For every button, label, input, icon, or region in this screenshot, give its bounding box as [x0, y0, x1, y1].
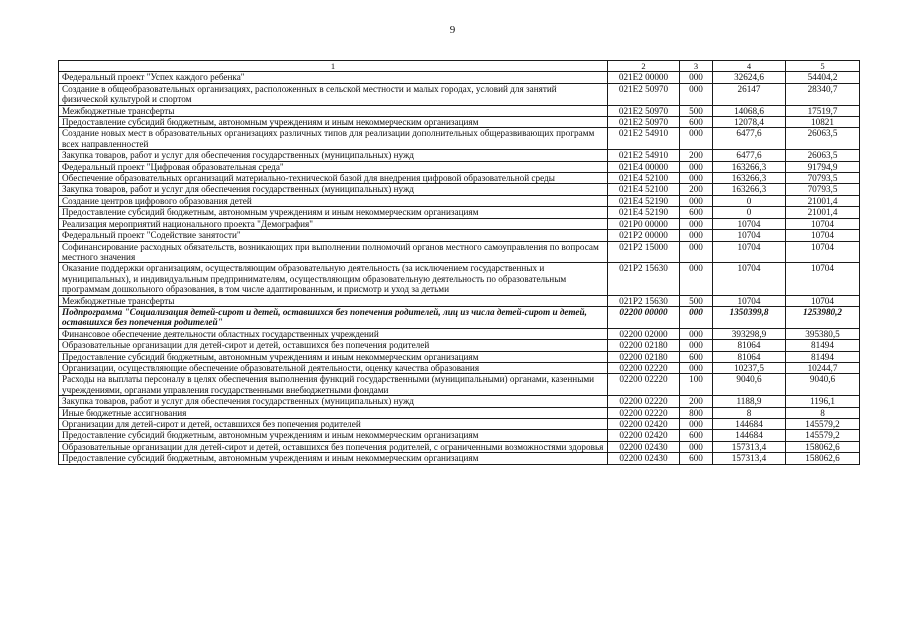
row-name-cell: Финансовое обеспечение деятельности областных государственных учреждений — [59, 328, 608, 339]
row-name-cell: Организации, осуществляющие обеспечение образовательной деятельности, оценку качества образования — [59, 362, 608, 373]
row-value-2021-cell: 17519,7 — [786, 105, 860, 116]
row-code-cell: 021E2 00000 — [608, 72, 680, 83]
row-code-cell: 021P0 00000 — [608, 218, 680, 229]
row-code-cell: 021E2 54910 — [608, 150, 680, 161]
row-value-2020-cell: 81064 — [713, 351, 786, 362]
row-kvr-cell: 000 — [680, 362, 713, 373]
row-name-cell: Федеральный проект "Успех каждого ребенка" — [59, 72, 608, 83]
header-col-2: 2 — [608, 61, 680, 72]
row-name-cell: Создание в общеобразовательных организациях, расположенных в сельской местности и малых городах, условий для занятий физической культурой и спортом — [59, 83, 608, 105]
row-value-2020-cell: 144684 — [713, 419, 786, 430]
page-number: 9 — [449, 24, 456, 36]
row-kvr-cell: 600 — [680, 430, 713, 441]
table-row — [59, 396, 860, 407]
row-name-cell: Организации для детей-сирот и детей, оставшихся без попечения родителей — [59, 419, 608, 430]
row-value-2021-cell: 10821 — [786, 117, 860, 128]
row-value-2020-cell: 26147 — [713, 83, 786, 105]
row-kvr-cell: 000 — [680, 441, 713, 452]
row-kvr-cell: 000 — [680, 328, 713, 339]
row-name-cell: Закупка товаров, работ и услуг для обеспечения государственных (муниципальных) нужд — [59, 150, 608, 161]
row-code-cell: 02200 02180 — [608, 351, 680, 362]
row-kvr-cell: 600 — [680, 207, 713, 218]
row-value-2021-cell: 70793,5 — [786, 173, 860, 184]
row-value-2021-cell: 8 — [786, 407, 860, 418]
row-name-cell: Создание центров цифрового образования детей — [59, 195, 608, 206]
header-col-4: 4 — [713, 61, 786, 72]
row-code-cell: 021P2 15630 — [608, 263, 680, 295]
table-row — [59, 453, 860, 464]
row-value-2021-cell: 10704 — [786, 230, 860, 241]
row-value-2021-cell: 1253980,2 — [786, 306, 860, 328]
row-kvr-cell: 000 — [680, 306, 713, 328]
row-name-cell: Предоставление субсидий бюджетным, автономным учреждениям и иным некоммерческим организациям — [59, 117, 608, 128]
row-value-2020-cell: 10704 — [713, 241, 786, 263]
row-name-cell: Закупка товаров, работ и услуг для обеспечения государственных (муниципальных) нужд — [59, 184, 608, 195]
row-value-2020-cell: 10704 — [713, 295, 786, 306]
row-value-2020-cell: 0 — [713, 195, 786, 206]
row-value-2021-cell: 395380,5 — [786, 328, 860, 339]
row-kvr-cell: 000 — [680, 340, 713, 351]
row-value-2021-cell: 21001,4 — [786, 195, 860, 206]
row-code-cell: 021E4 52100 — [608, 184, 680, 195]
row-value-2020-cell: 163266,3 — [713, 161, 786, 172]
row-value-2021-cell: 145579,2 — [786, 430, 860, 441]
row-value-2020-cell: 393298,9 — [713, 328, 786, 339]
row-value-2021-cell: 9040,6 — [786, 374, 860, 396]
row-value-2021-cell: 10704 — [786, 241, 860, 263]
header-col-5: 5 — [786, 61, 860, 72]
row-value-2020-cell: 163266,3 — [713, 184, 786, 195]
row-code-cell: 021P2 15630 — [608, 295, 680, 306]
row-name-cell: Расходы на выплаты персоналу в целях обеспечения выполнения функций государственными (муниципальными) органами, казенными учреждениями, органами управления государственными внебюджетными фондами — [59, 374, 608, 396]
row-value-2020-cell: 0 — [713, 207, 786, 218]
row-kvr-cell: 000 — [680, 195, 713, 206]
row-code-cell: 021E2 50970 — [608, 117, 680, 128]
table-row — [59, 161, 860, 172]
row-name-cell: Иные бюджетные ассигнования — [59, 407, 608, 418]
row-name-cell: Создание новых мест в образовательных организациях различных типов для реализации дополнительных общеразвивающих программ всех направленностей — [59, 128, 608, 150]
table-row — [59, 295, 860, 306]
table-row — [59, 150, 860, 161]
table-row — [59, 241, 860, 263]
row-value-2020-cell: 10704 — [713, 230, 786, 241]
row-kvr-cell: 000 — [680, 161, 713, 172]
table-row — [59, 441, 860, 452]
row-name-cell: Федеральный проект "Цифровая образовательная среда" — [59, 161, 608, 172]
budget-table — [58, 60, 860, 465]
row-code-cell: 02200 02180 — [608, 340, 680, 351]
row-value-2020-cell: 6477,6 — [713, 128, 786, 150]
row-kvr-cell: 600 — [680, 351, 713, 362]
row-value-2020-cell: 10237,5 — [713, 362, 786, 373]
row-name-cell: Предоставление субсидий бюджетным, автономным учреждениям и иным некоммерческим организациям — [59, 351, 608, 362]
row-code-cell: 02200 02430 — [608, 441, 680, 452]
row-code-cell: 02200 02430 — [608, 453, 680, 464]
row-name-cell: Оказание поддержки организациям, осуществляющим образовательную деятельность (за исключением государственных и муниципальных), и индивидуальным предпринимателям, осуществляющим образовательную деятельность по образовательным программам дошкольного образования, в том числе адаптированным, и присмотр и уход за детьми — [59, 263, 608, 295]
row-name-cell: Подпрограмма "Социализация детей-сирот и детей, оставшихся без попечения родителей, лиц из числа детей-сирот и детей, оставшихся без попечения родителей" — [59, 306, 608, 328]
row-kvr-cell: 200 — [680, 150, 713, 161]
table-row — [59, 207, 860, 218]
row-kvr-cell: 600 — [680, 453, 713, 464]
row-code-cell: 021E2 54910 — [608, 128, 680, 150]
row-value-2020-cell: 10704 — [713, 263, 786, 295]
row-kvr-cell: 000 — [680, 419, 713, 430]
row-name-cell: Закупка товаров, работ и услуг для обеспечения государственных (муниципальных) нужд — [59, 396, 608, 407]
table-row — [59, 351, 860, 362]
table-row — [59, 83, 860, 105]
row-kvr-cell: 800 — [680, 407, 713, 418]
row-kvr-cell: 000 — [680, 241, 713, 263]
header-col-3: 3 — [680, 61, 713, 72]
table-row — [59, 105, 860, 116]
row-name-cell: Реализация мероприятий национального проекта "Демография" — [59, 218, 608, 229]
row-code-cell: 02200 02000 — [608, 328, 680, 339]
row-value-2021-cell: 10704 — [786, 218, 860, 229]
row-kvr-cell: 000 — [680, 218, 713, 229]
row-code-cell: 02200 02220 — [608, 362, 680, 373]
row-kvr-cell: 000 — [680, 173, 713, 184]
row-code-cell: 021E4 52190 — [608, 195, 680, 206]
row-kvr-cell: 100 — [680, 374, 713, 396]
row-code-cell: 02200 02220 — [608, 407, 680, 418]
row-kvr-cell: 500 — [680, 295, 713, 306]
table-row — [59, 218, 860, 229]
row-value-2020-cell: 157313,4 — [713, 441, 786, 452]
row-name-cell: Предоставление субсидий бюджетным, автономным учреждениям и иным некоммерческим организациям — [59, 453, 608, 464]
row-name-cell: Образовательные организации для детей-сирот и детей, оставшихся без попечения родителей, с ограниченными возможностями здоровья — [59, 441, 608, 452]
row-value-2020-cell: 6477,6 — [713, 150, 786, 161]
row-value-2020-cell: 10704 — [713, 218, 786, 229]
row-value-2020-cell: 32624,6 — [713, 72, 786, 83]
row-value-2021-cell: 26063,5 — [786, 128, 860, 150]
row-value-2021-cell: 70793,5 — [786, 184, 860, 195]
row-name-cell: Софинансирование расходных обязательств, возникающих при выполнении полномочий органов местного самоуправления по вопросам местного значения — [59, 241, 608, 263]
table-row — [59, 72, 860, 83]
row-value-2021-cell: 10244,7 — [786, 362, 860, 373]
row-value-2021-cell: 145579,2 — [786, 419, 860, 430]
row-value-2020-cell: 157313,4 — [713, 453, 786, 464]
row-value-2021-cell: 26063,5 — [786, 150, 860, 161]
row-code-cell: 021E2 50970 — [608, 105, 680, 116]
row-value-2021-cell: 28340,7 — [786, 83, 860, 105]
row-value-2021-cell: 10704 — [786, 263, 860, 295]
row-code-cell: 021E4 52190 — [608, 207, 680, 218]
row-kvr-cell: 000 — [680, 230, 713, 241]
row-value-2021-cell: 91794,9 — [786, 161, 860, 172]
table-row — [59, 407, 860, 418]
table-row — [59, 184, 860, 195]
row-code-cell: 02200 02420 — [608, 419, 680, 430]
row-name-cell: Образовательные организации для детей-сирот и детей, оставшихся без попечения родителей — [59, 340, 608, 351]
row-code-cell: 021P2 15000 — [608, 241, 680, 263]
row-value-2020-cell: 81064 — [713, 340, 786, 351]
row-name-cell: Межбюджетные трансферты — [59, 295, 608, 306]
row-value-2020-cell: 1188,9 — [713, 396, 786, 407]
row-value-2020-cell: 1350399,8 — [713, 306, 786, 328]
row-value-2020-cell: 144684 — [713, 430, 786, 441]
row-value-2021-cell: 81494 — [786, 340, 860, 351]
table-row — [59, 374, 860, 396]
row-value-2020-cell: 9040,6 — [713, 374, 786, 396]
row-kvr-cell: 000 — [680, 83, 713, 105]
table-row — [59, 195, 860, 206]
table-row — [59, 419, 860, 430]
row-kvr-cell: 000 — [680, 128, 713, 150]
row-value-2020-cell: 14068,6 — [713, 105, 786, 116]
table-row — [59, 230, 860, 241]
row-code-cell: 021P2 00000 — [608, 230, 680, 241]
row-value-2021-cell: 21001,4 — [786, 207, 860, 218]
row-kvr-cell: 000 — [680, 72, 713, 83]
row-code-cell: 02200 02220 — [608, 374, 680, 396]
row-kvr-cell: 200 — [680, 184, 713, 195]
row-kvr-cell: 000 — [680, 263, 713, 295]
header-col-1: 1 — [59, 61, 608, 72]
row-value-2021-cell: 54404,2 — [786, 72, 860, 83]
row-code-cell: 02200 02420 — [608, 430, 680, 441]
row-code-cell: 02200 00000 — [608, 306, 680, 328]
row-value-2020-cell: 12078,4 — [713, 117, 786, 128]
row-code-cell: 021E2 50970 — [608, 83, 680, 105]
row-code-cell: 02200 02220 — [608, 396, 680, 407]
table-row — [59, 117, 860, 128]
table-header-row — [59, 61, 860, 72]
row-name-cell: Предоставление субсидий бюджетным, автономным учреждениям и иным некоммерческим организациям — [59, 207, 608, 218]
row-value-2021-cell: 1196,1 — [786, 396, 860, 407]
row-name-cell: Предоставление субсидий бюджетным, автономным учреждениям и иным некоммерческим организациям — [59, 430, 608, 441]
table-row — [59, 263, 860, 295]
row-value-2020-cell: 8 — [713, 407, 786, 418]
table-row — [59, 328, 860, 339]
row-value-2021-cell: 81494 — [786, 351, 860, 362]
table-row — [59, 128, 860, 150]
table-row — [59, 340, 860, 351]
row-name-cell: Федеральный проект "Содействие занятости" — [59, 230, 608, 241]
row-value-2021-cell: 10704 — [786, 295, 860, 306]
table-row — [59, 430, 860, 441]
row-name-cell: Обеспечение образовательных организаций материально-технической базой для внедрения цифровой образовательной среды — [59, 173, 608, 184]
row-kvr-cell: 600 — [680, 117, 713, 128]
table-row — [59, 306, 860, 328]
row-value-2021-cell: 158062,6 — [786, 441, 860, 452]
row-value-2020-cell: 163266,3 — [713, 173, 786, 184]
table-row — [59, 173, 860, 184]
row-kvr-cell: 500 — [680, 105, 713, 116]
row-kvr-cell: 200 — [680, 396, 713, 407]
table-row — [59, 362, 860, 373]
row-code-cell: 021E4 52100 — [608, 173, 680, 184]
row-value-2021-cell: 158062,6 — [786, 453, 860, 464]
row-code-cell: 021E4 00000 — [608, 161, 680, 172]
row-name-cell: Межбюджетные трансферты — [59, 105, 608, 116]
